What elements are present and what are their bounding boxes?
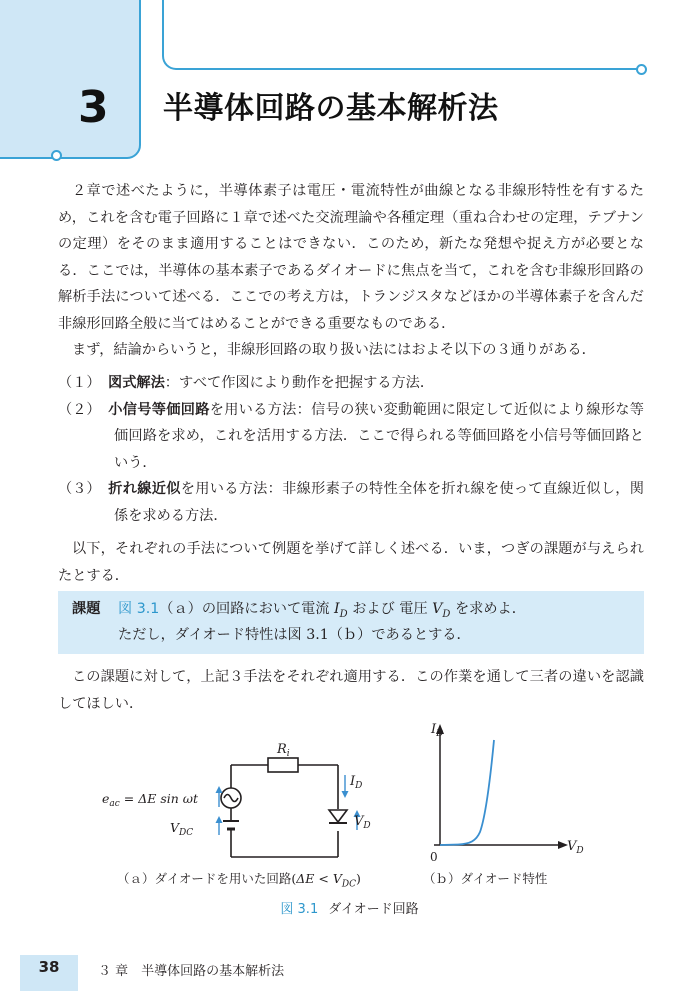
subcaption-a-text: ): [355, 871, 361, 886]
task-text: （ａ）の回路において電流: [159, 601, 330, 617]
origin-label: 0: [430, 850, 438, 864]
chapter-title: 半導体回路の基本解析法: [163, 91, 499, 126]
method-name: 折れ線近似: [108, 481, 181, 497]
list-item: [58, 397, 644, 477]
chapter-number: 3: [78, 82, 109, 133]
dc-voltage-label: $V_{DC}$: [170, 820, 194, 838]
characteristic-curve: [440, 740, 494, 845]
chapter-number-panel: [0, 0, 141, 159]
task-line-2: ただし，ダイオード特性は図 3.1（ｂ）であるとする．: [118, 627, 471, 643]
resistor-label: $R_i$: [277, 742, 290, 759]
method-description: ：すべて作図により動作を把握する方法．: [164, 375, 435, 391]
source-voltage-arrow-head: [216, 786, 223, 793]
current-arrow-head: [342, 791, 349, 798]
voltage-subscript: D: [442, 608, 451, 620]
voltage-symbol: V: [432, 601, 443, 617]
diode-characteristic-graph: [418, 712, 598, 867]
current-label: $I_D$: [350, 774, 363, 791]
subcaption-a: [117, 869, 361, 890]
x-axis-label: $V_D$: [567, 839, 584, 856]
subcaption-a-math: ΔE < V: [296, 871, 342, 886]
subcaption-a-text: （ａ）ダイオードを用いた回路(: [117, 871, 297, 886]
list-number: （１）: [58, 375, 101, 391]
dc-voltage-arrow-head: [216, 816, 223, 823]
method-description: を用いる方法：非線形素子の特性全体を折れ線を使って直線近似し，関係を求める方法．: [114, 481, 644, 524]
diode-voltage-label: $V_D$: [354, 814, 371, 831]
subcaption-a-subscript: DC: [341, 879, 356, 890]
source-equation: $e_{ac} = \Delta E$ sin ωt: [102, 791, 199, 809]
figure-caption: [0, 898, 699, 917]
frame-corner-dot: [51, 150, 62, 161]
methods-list: [58, 370, 644, 529]
diode-triangle: [329, 810, 347, 822]
running-title: ３ 章 半導体回路の基本解析法: [98, 964, 285, 979]
figure-number: 図 3.1: [280, 902, 319, 917]
method-name: 小信号等価回路: [108, 401, 210, 418]
conclusion-paragraph: まず，結論からいうと，非線形回路の取り扱い法にはおよそ以下の３通りがある．: [72, 342, 596, 358]
list-number: （３）: [58, 481, 101, 497]
sine-symbol: [224, 795, 238, 802]
current-symbol: I: [334, 601, 340, 617]
task-box: [58, 591, 644, 654]
list-number: （２）: [58, 401, 101, 418]
method-description: を用いる方法：信号の狭い変動範囲に限定して近似により線形な等価回路を求め，これを活用する方法．ここで得られる等価回路を小信号等価回路という．: [114, 401, 644, 471]
resistor: [268, 758, 298, 772]
task-text: および 電圧: [352, 601, 428, 617]
intro-paragraph: ２章で述べたように，半導体素子は電圧・電流特性が曲線となる非線形特性を有するため，これを含む電子回路に１章で述べた交流理論や各種定理（重ね合わせの定理，テブナンの定理）をそのまま適用することはできない．このため，新たな発想や捉え方が必要となる．ここでは，半導体の基本素子であるダイオードに焦点を当て，これを含む非線形回路の解析手法について述べる．ここでの考え方は，トランジスタなどほかの半導体素子を含んだ非線形回路全般に当てはめることができる重要なものである．: [58, 183, 644, 332]
task-label: 課題: [72, 601, 101, 617]
subcaption-b: （ｂ）ダイオード特性: [423, 871, 548, 886]
method-name: 図式解法: [108, 375, 165, 391]
frame-corner-dot: [636, 64, 647, 75]
following-paragraph: 以下，それぞれの手法について例題を挙げて詳しく述べる．いま，つぎの課題が与えられたとする．: [58, 541, 644, 584]
current-subscript: D: [339, 608, 348, 620]
chapter-title-frame: [162, 0, 644, 70]
task-text: を求めよ．: [454, 601, 526, 617]
apply-paragraph: この課題に対して，上記３手法をそれぞれ適用する．この作業を通して三者の違いを認識してほしい．: [58, 669, 644, 712]
figure-title: ダイオード回路: [328, 902, 419, 917]
circuit-diagram: [100, 735, 400, 870]
page-number: 38: [38, 958, 60, 976]
y-axis-label: $I_D$: [431, 722, 444, 739]
figure-reference: 図 3.1: [118, 601, 160, 617]
list-item: [58, 476, 644, 529]
list-item: [58, 370, 644, 397]
